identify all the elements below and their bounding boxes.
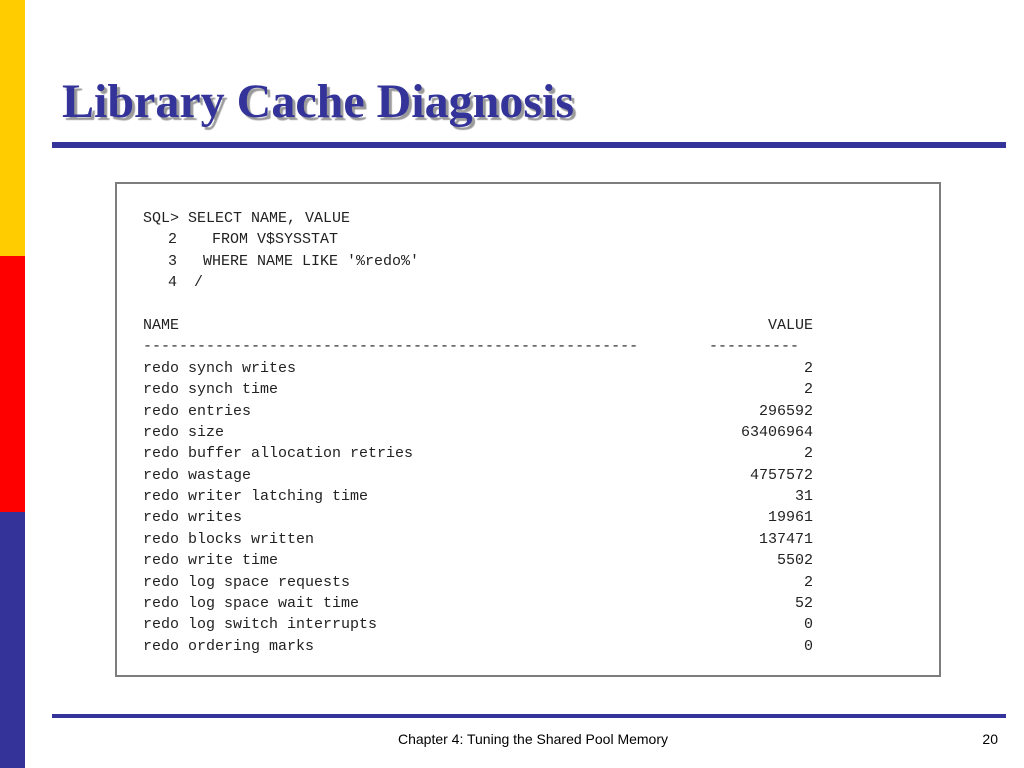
footer-rule (52, 714, 1006, 718)
stat-name: redo synch writes (143, 359, 297, 377)
stat-name: redo write time (143, 552, 279, 570)
table-row (143, 593, 813, 614)
stat-name: redo wastage (143, 466, 252, 484)
column-header-value: VALUE (767, 316, 813, 334)
separator-name: ------------------------------------------------------- (143, 338, 639, 356)
sql-output (143, 208, 813, 657)
sql-line-text: SELECT NAME, VALUE (188, 210, 351, 227)
stat-value: 31 (794, 488, 813, 506)
separator-value: ---------- (709, 338, 800, 356)
table-row (143, 636, 813, 657)
sql-prompt: SQL> (143, 210, 189, 227)
stat-value: 4757572 (749, 466, 813, 484)
table-row (143, 614, 813, 635)
sql-line-number: 3 (167, 252, 177, 270)
stat-value: 296592 (758, 402, 813, 420)
table-row (143, 529, 813, 550)
stat-name: redo size (143, 423, 225, 441)
sql-line-text: / (194, 274, 204, 292)
column-header-name: NAME (143, 316, 180, 334)
stat-value: 2 (803, 381, 813, 399)
sql-line-number: 2 (167, 231, 177, 249)
sql-line (143, 272, 813, 293)
table-row (143, 358, 813, 379)
table-row (143, 572, 813, 593)
stat-name: redo log space wait time (143, 595, 360, 613)
stat-value: 5502 (776, 552, 813, 570)
stat-name: redo blocks written (143, 530, 315, 548)
stat-value: 0 (803, 637, 813, 655)
sql-query (143, 208, 813, 294)
table-row (143, 401, 813, 422)
result-rows (143, 358, 813, 657)
stat-name: redo ordering marks (143, 637, 315, 655)
table-row (143, 379, 813, 400)
side-accent-yellow (0, 0, 25, 256)
slide-title: Library Cache Diagnosis (62, 75, 575, 128)
sql-line-text: WHERE NAME LIKE '%redo%' (194, 252, 420, 270)
result-separator (143, 336, 813, 357)
stat-value: 19961 (767, 509, 813, 527)
stat-value: 63406964 (740, 423, 813, 441)
sql-line (143, 208, 813, 229)
stat-name: redo synch time (143, 381, 279, 399)
stat-name: redo writer latching time (143, 488, 369, 506)
sql-line-text: FROM V$SYSSTAT (194, 231, 339, 249)
stat-name: redo entries (143, 402, 252, 420)
sql-line (143, 229, 813, 250)
sql-output-box (115, 182, 941, 677)
table-row (143, 422, 813, 443)
stat-value: 2 (803, 573, 813, 591)
table-row (143, 443, 813, 464)
side-accent-blue (0, 512, 25, 768)
stat-value: 52 (794, 595, 813, 613)
title-underline (52, 142, 1006, 148)
stat-name: redo log switch interrupts (143, 616, 378, 634)
table-row (143, 486, 813, 507)
stat-value: 137471 (758, 530, 813, 548)
stat-value: 2 (803, 445, 813, 463)
table-row (143, 550, 813, 571)
table-row (143, 465, 813, 486)
footer-chapter: Chapter 4: Tuning the Shared Pool Memory (397, 731, 669, 747)
side-accent-red (0, 256, 25, 512)
stat-name: redo log space requests (143, 573, 351, 591)
table-row (143, 507, 813, 528)
sql-line-number: 4 (167, 274, 177, 292)
page-number: 20 (982, 731, 998, 747)
stat-value: 2 (803, 359, 813, 377)
stat-name: redo buffer allocation retries (143, 445, 414, 463)
stat-name: redo writes (143, 509, 243, 527)
stat-value: 0 (803, 616, 813, 634)
result-header (143, 315, 813, 336)
sql-line (143, 251, 813, 272)
